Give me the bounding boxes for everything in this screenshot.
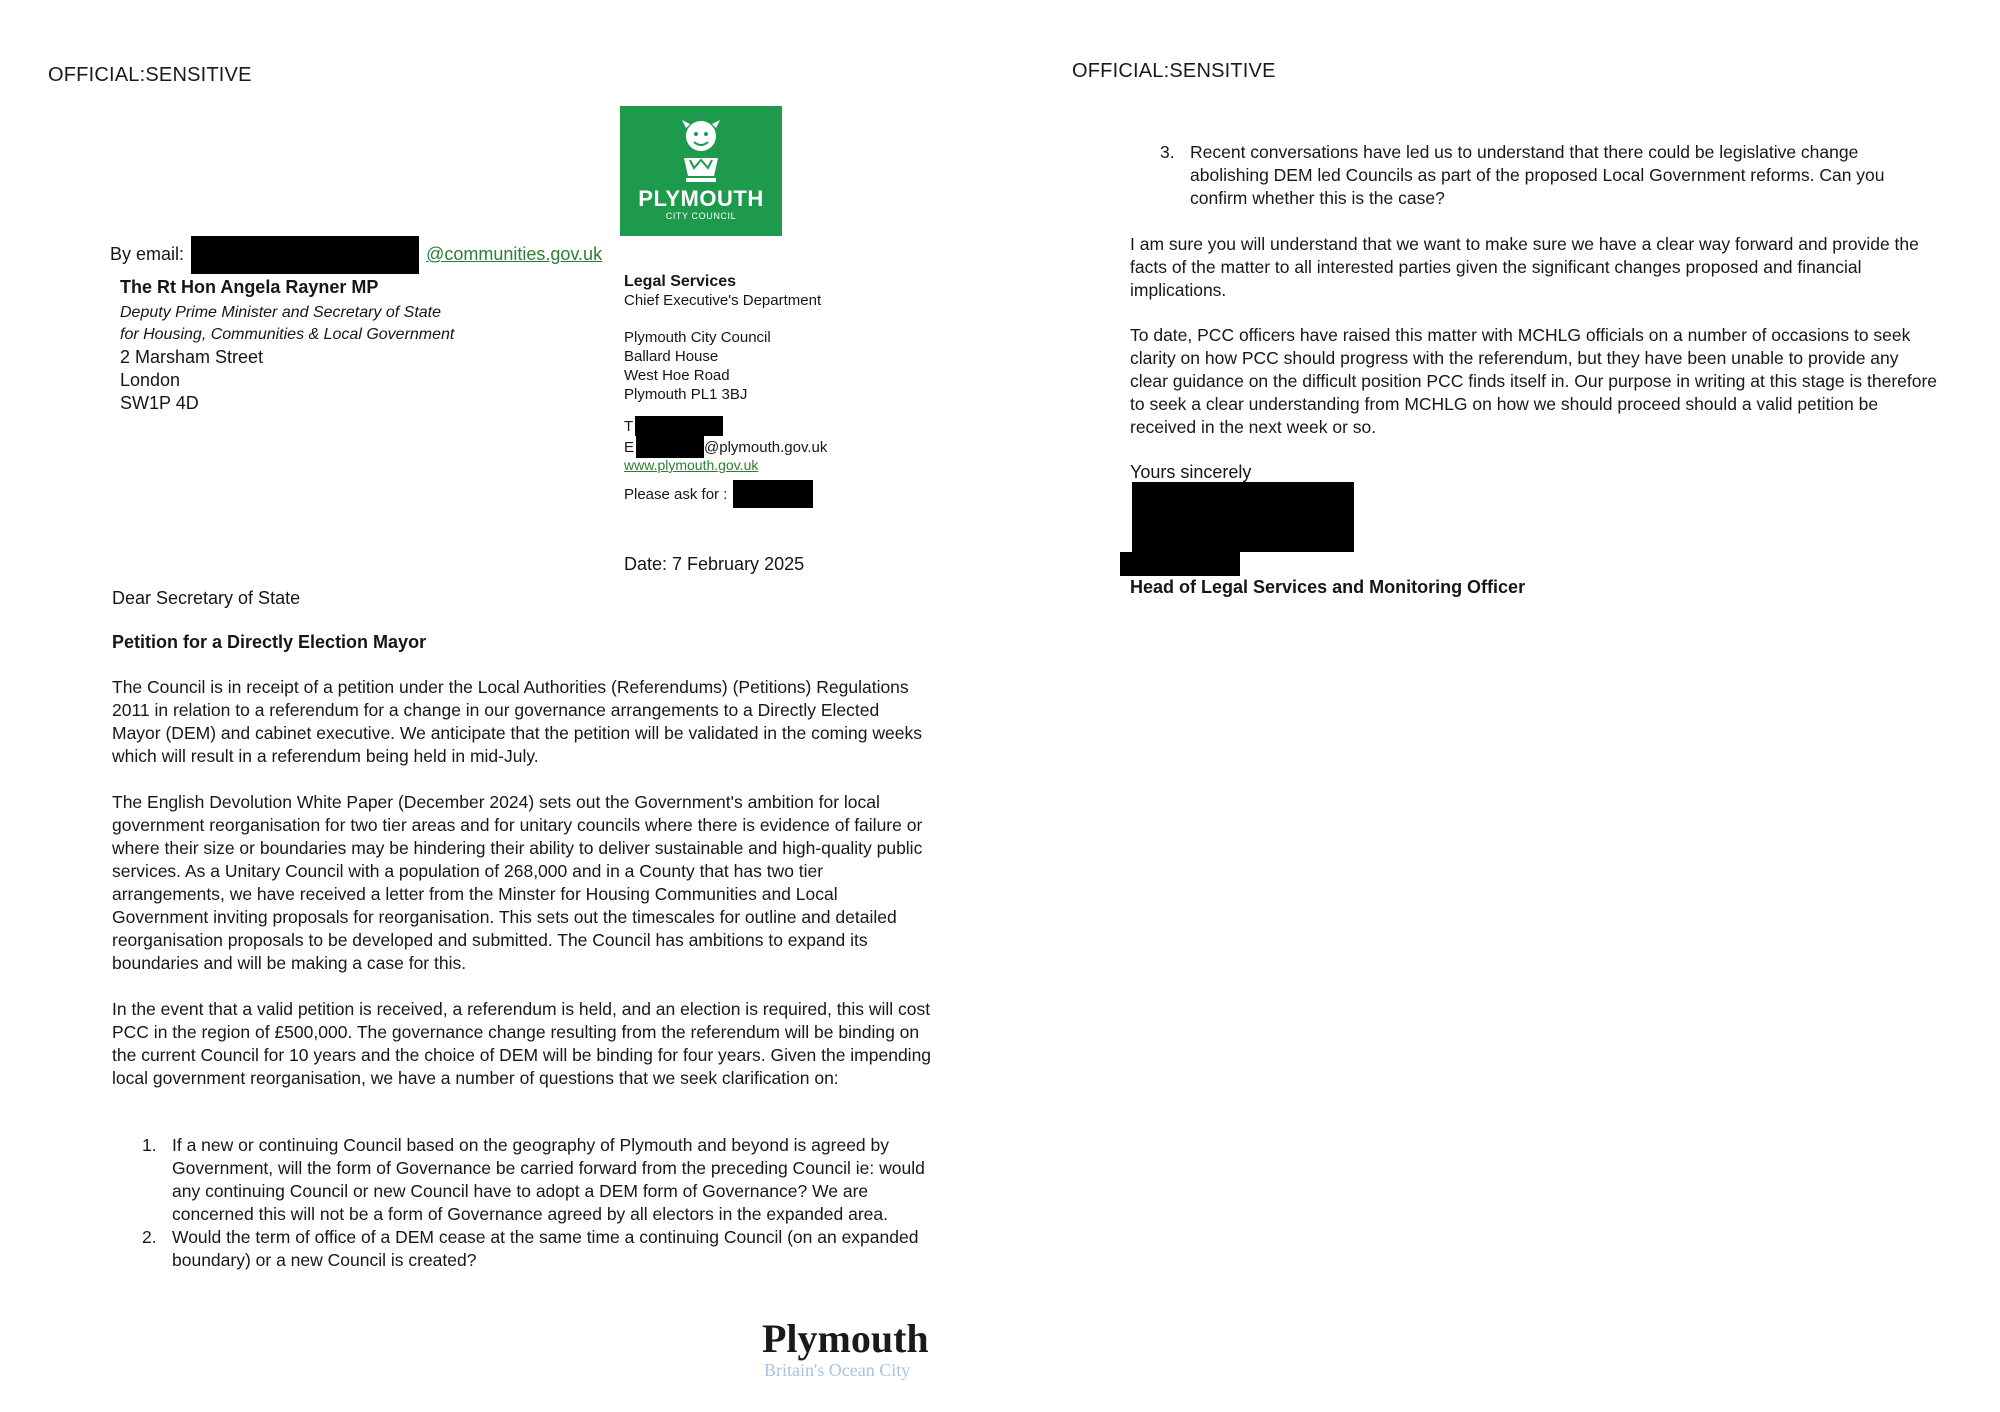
logo-name: PLYMOUTH: [638, 186, 764, 211]
sender-address-line: Plymouth City Council: [624, 329, 771, 346]
redacted-email: [191, 236, 419, 274]
letter-date: Date: 7 February 2025: [624, 554, 805, 574]
redacted-contact-name: [733, 480, 813, 508]
letter-page-2: [1000, 0, 2000, 1412]
redacted-email: [636, 436, 704, 458]
logo-subtitle: CITY COUNCIL: [665, 211, 737, 221]
footer-brand: [762, 1318, 929, 1380]
please-ask-for-label: Please ask for :: [624, 485, 728, 503]
paragraph-4: I am sure you will understand that we want to make sure we have a clear way forward and provide the facts of the matter to all interested parties given the significant changes proposed and financial implications.: [1130, 234, 1919, 300]
recipient-address-line: 2 Marsham Street: [120, 347, 264, 367]
by-email-label: By email:: [110, 243, 185, 264]
paragraph-1: The Council is in receipt of a petition under the Local Authorities (Referendums) (Petitions) Regulations 2011 in relation to a referendum for a change in our governance arrangements to a Directly Elected Mayor (DEM) and cabinet executive. We anticipate that the petition will be validated in the coming weeks which will result in a referendum being held in mid-July.: [112, 677, 922, 766]
letter-subject: Petition for a Directly Election Mayor: [112, 632, 427, 652]
question-text: If a new or continuing Council based on the geography of Plymouth and beyond is agreed by Government, will the form of Governance be carried forward from the preceding Council ie: would any continuing Council or new Council have to adopt a DEM form of Governance? We are concerned this will not be a form of Governance agreed by all electors in the expanded area.: [172, 1135, 925, 1224]
questions-list-continued: [1160, 141, 1920, 210]
website-link[interactable]: www.plymouth.gov.uk: [624, 457, 759, 473]
recipient-title-line2: for Housing, Communities & Local Government: [120, 326, 455, 343]
by-email-line: [110, 236, 602, 274]
recipient-name: The Rt Hon Angela Rayner MP: [120, 277, 379, 297]
email-prefix: E: [624, 438, 635, 456]
telephone-prefix: T: [624, 417, 634, 435]
question-text: Would the term of office of a DEM cease at the same time a continuing Council (on an expanded boundary) or a new Council is created?: [172, 1227, 919, 1270]
question-text: Recent conversations have led us to understand that there could be legislative change abolishing DEM led Councils as part of the proposed Local Government reforms. Can you confirm whether this is the case?: [1190, 142, 1885, 208]
recipient-address-line: London: [120, 370, 181, 390]
question-number: 1.: [142, 1135, 157, 1155]
questions-list: [142, 1134, 932, 1272]
list-item: [1160, 141, 1920, 210]
paragraph-5: To date, PCC officers have raised this matter with MCHLG officials on a number of occasions to seek clarity on how PCC should progress with the referendum, but they have been unable to provide any clear guidance on the difficult position PCC finds itself in. Our purpose in writing at this stage is therefore to seek a clear understanding from MCHLG on how we should proceed should a valid petition be received in the next week or so.: [1130, 325, 1938, 437]
classification-label: OFFICIAL:SENSITIVE: [48, 64, 252, 86]
list-item: [142, 1226, 932, 1272]
recipient-block: [120, 276, 540, 415]
sender-department: Legal Services: [624, 273, 737, 290]
salutation: Dear Secretary of State: [112, 588, 301, 608]
closing: Yours sincerely: [1130, 462, 1252, 482]
paragraph-2: The English Devolution White Paper (December 2024) sets out the Government's ambition for local government reorganisation for two tier areas and for unitary councils where there is evidence of failure or where their size or boundaries may be hindering their ability to deliver sustainable and high-quality public services. As a Unitary Council with a population of 268,000 and in a County that has two tier arrangements, we have received a letter from the Minster for Housing Communities and Local Government inviting proposals for reorganisation. This sets out the timescales for outline and detailed reorganisation proposals to be developed and submitted. The Council has ambitions to expand its boundaries and will be making a case for this.: [112, 792, 923, 973]
question-number: 3.: [1160, 142, 1175, 162]
lion-crest-icon: [674, 116, 728, 188]
sender-block: [624, 272, 884, 508]
question-number: 2.: [142, 1227, 157, 1247]
sender-address-line: Plymouth PL1 3BJ: [624, 386, 748, 403]
sender-subdepartment: Chief Executive's Department: [624, 292, 822, 309]
recipient-title-line1: Deputy Prime Minister and Secretary of State: [120, 304, 442, 321]
please-ask-for: [624, 480, 884, 508]
signatory-title: Head of Legal Services and Monitoring Officer: [1130, 577, 1526, 597]
sender-address-line: Ballard House: [624, 348, 719, 365]
sender-email-domain[interactable]: @plymouth.gov.uk: [704, 438, 828, 456]
signature-redaction: [1132, 482, 1354, 576]
plymouth-city-council-logo: [620, 106, 782, 236]
paragraph-3: In the event that a valid petition is received, a referendum is held, and an election is required, this will cost PCC in the region of £500,000. The governance change resulting from the referendum will be binding on the current Council for 10 years and the choice of DEM will be binding for four years. Given the impending local government reorganisation, we have a number of questions that we seek clarification on:: [112, 999, 932, 1088]
footer-brand-name: Plymouth: [762, 1316, 929, 1361]
list-item: [142, 1134, 932, 1226]
recipient-address-line: SW1P 4D: [120, 393, 199, 413]
sender-email: [624, 436, 884, 458]
sender-address-line: West Hoe Road: [624, 367, 730, 384]
email-domain-link[interactable]: @communities.gov.uk: [426, 243, 603, 264]
footer-tagline: Britain's Ocean City: [764, 1360, 911, 1380]
classification-label: OFFICIAL:SENSITIVE: [1072, 60, 1276, 82]
sender-telephone: [624, 416, 884, 436]
redacted-telephone: [635, 416, 723, 436]
